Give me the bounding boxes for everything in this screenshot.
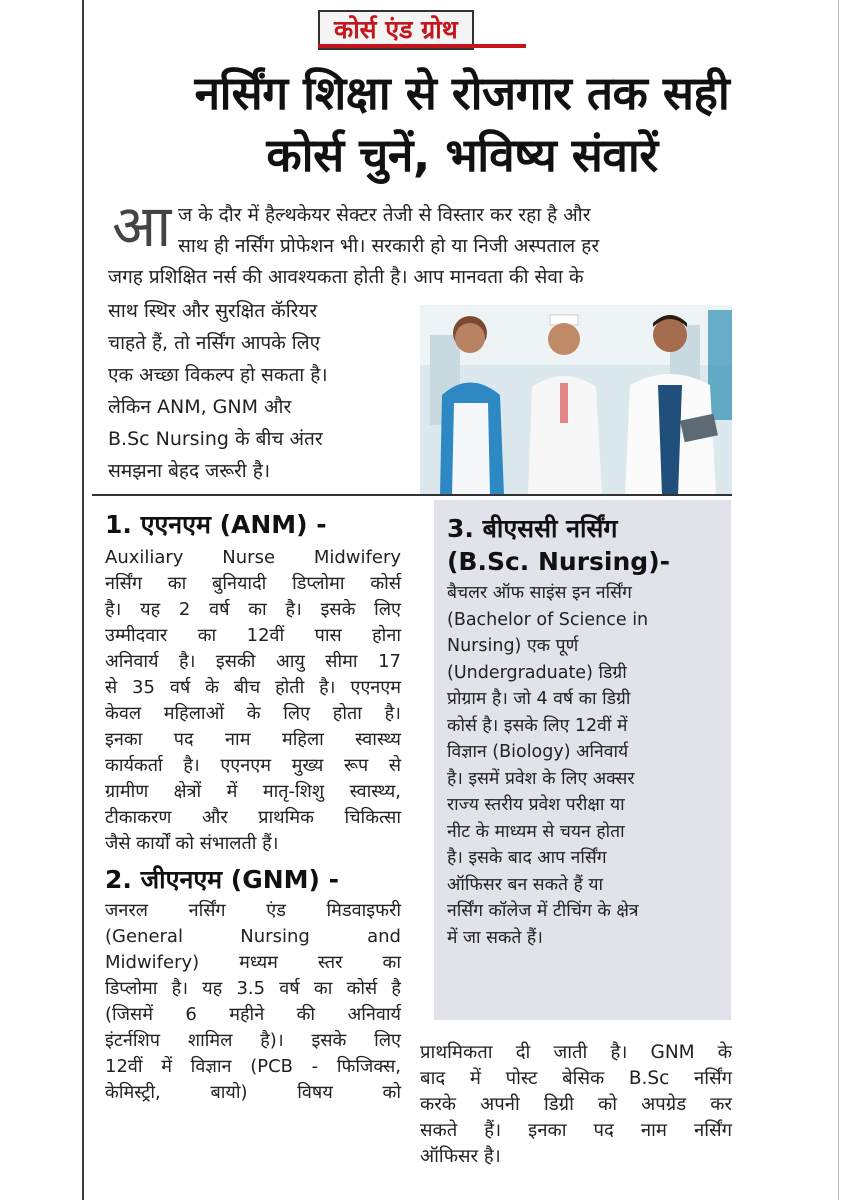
anm-line: टीकाकरण और प्राथमिक चिकित्सा (105, 807, 401, 828)
bsc-line: प्रोग्राम है। जो 4 वर्ष का डिग्री (447, 689, 631, 709)
section-tag: कोर्स एंड ग्रोथ (318, 10, 474, 50)
bsc-line: है। इसके बाद आप नर्सिंग (447, 848, 607, 868)
bsc-heading-line-1: 3. बीएससी नर्सिंग (447, 514, 618, 543)
anm-line: उम्मीदवार का 12वीं पास होना (105, 625, 401, 646)
right-edge-rule (838, 0, 839, 1200)
gnm-continued (420, 1040, 732, 1170)
gnm-continued-body (420, 1040, 732, 1170)
gnm-line: (जिसमें 6 महीने की अनिवार्य (105, 1004, 401, 1025)
headline-line-2: कोर्स चुनें, भविष्य संवारें (266, 128, 658, 182)
intro-line: समझना बेहद जरूरी है। (108, 460, 271, 482)
intro-line: लेकिन ANM, GNM और (108, 396, 292, 418)
bsc-line: बैचलर ऑफ साइंस इन नर्सिंग (447, 583, 632, 603)
intro-line: एक अच्छा विकल्प हो सकता है। (108, 364, 328, 386)
intro-line: जगह प्रशिक्षित नर्स की आवश्यकता होती है। आप मानवता की सेवा के (108, 266, 584, 288)
anm-line: केवल महिलाओं के लिए होता है। (105, 703, 401, 724)
bsc-line: नीट के माध्यम से चयन होता (447, 821, 625, 842)
gnm-line: 12वीं में विज्ञान (PCB - फिजिक्स, (105, 1056, 401, 1077)
anm-line: इनका पद नाम महिला स्वास्थ्य (105, 729, 401, 750)
gnm-heading: 2. जीएनएम (GNM) - (105, 865, 340, 894)
bsc-line: में जा सकते हैं। (447, 927, 543, 948)
anm-line: Auxiliary Nurse Midwifery (105, 547, 401, 568)
gnm-body (105, 898, 401, 1106)
gnm-continued-line: बाद में पोस्ट बेसिक B.Sc नर्सिंग (420, 1068, 732, 1089)
bsc-line: है। इसमें प्रवेश के लिए अक्सर (447, 768, 635, 789)
gnm-line: डिप्लोमा है। यह 3.5 वर्ष का कोर्स है (105, 978, 401, 999)
nurses-illustration (420, 305, 732, 495)
bsc-line: कोर्स है। इसके लिए 12वीं में (447, 715, 628, 736)
intro-line: चाहते हैं, तो नर्सिंग आपके लिए (108, 332, 321, 354)
bsc-line: (Undergraduate) डिग्री (447, 662, 627, 683)
intro-line: ज के दौर में हैल्थकेयर सेक्टर तेजी से विस्तार कर रहा है और (178, 204, 591, 226)
headline-line-1: नर्सिंग शिक्षा से रोजगार तक सही (194, 66, 730, 120)
drop-cap: आ (112, 192, 172, 260)
anm-line: जैसे कार्यों को संभालती हैं। (105, 833, 279, 854)
bsc-heading-line-2: (B.Sc. Nursing)- (447, 547, 670, 576)
nurses-photo (420, 305, 732, 495)
bsc-line: (Bachelor of Science in (447, 609, 649, 630)
anm-line: ग्रामीण क्षेत्रों में मातृ-शिशु स्वास्थ्य, (105, 781, 401, 802)
gnm-continued-line: ऑफिसर है। (420, 1146, 501, 1167)
anm-body (105, 545, 401, 857)
intro-line: B.Sc Nursing के बीच अंतर (108, 428, 323, 450)
gnm-continued-line: सकते हैं। इनका पद नाम नर्सिंग (420, 1120, 732, 1141)
bsc-line: ऑफिसर बन सकते हैं या (447, 874, 604, 895)
gnm-line: (General Nursing and (105, 926, 401, 947)
bsc-line: नर्सिंग कॉलेज में टीचिंग के क्षेत्र (447, 901, 639, 921)
section-tag-underline (318, 44, 526, 48)
section-divider (92, 494, 732, 496)
gnm-line: केमिस्ट्री, बायो) विषय को (105, 1082, 401, 1103)
bsc-column (447, 512, 727, 951)
gnm-line: इंटर्नशिप शामिल है)। इसके लिए (105, 1030, 401, 1051)
bsc-body (447, 580, 727, 951)
headline (92, 62, 832, 186)
anm-line: है। यह 2 वर्ष का है। इसके लिए (105, 599, 401, 620)
bsc-line: Nursing) एक पूर्ण (447, 636, 579, 656)
intro-line: साथ ही नर्सिंग प्रोफेशन भी। सरकारी हो या निजी अस्पताल हर (178, 235, 600, 257)
bsc-line: विज्ञान (Biology) अनिवार्य (447, 742, 629, 762)
gnm-line: जनरल नर्सिंग एंड मिडवाइफरी (105, 900, 401, 921)
anm-line: से 35 वर्ष के बीच होती है। एएनएम (105, 677, 401, 698)
anm-line: कार्यकर्ता है। एएनएम मुख्य रूप से (105, 755, 401, 776)
left-column-rule (82, 0, 84, 1200)
anm-line: नर्सिंग का बुनियादी डिप्लोमा कोर्स (105, 573, 401, 594)
gnm-line: Midwifery) मध्यम स्तर का (105, 952, 401, 973)
gnm-continued-line: प्राथमिकता दी जाती है। GNM के (420, 1042, 732, 1063)
gnm-continued-line: करके अपनी डिग्री को अपग्रेड कर (420, 1094, 732, 1115)
intro-line: साथ स्थिर और सुरक्षित कॅरियर (108, 300, 318, 322)
left-column (105, 508, 401, 1106)
anm-heading: 1. एएनएम (ANM) - (105, 510, 327, 539)
anm-line: अनिवार्य है। इसकी आयु सीमा 17 (105, 651, 401, 672)
bsc-line: राज्य स्तरीय प्रवेश परीक्षा या (447, 795, 625, 815)
